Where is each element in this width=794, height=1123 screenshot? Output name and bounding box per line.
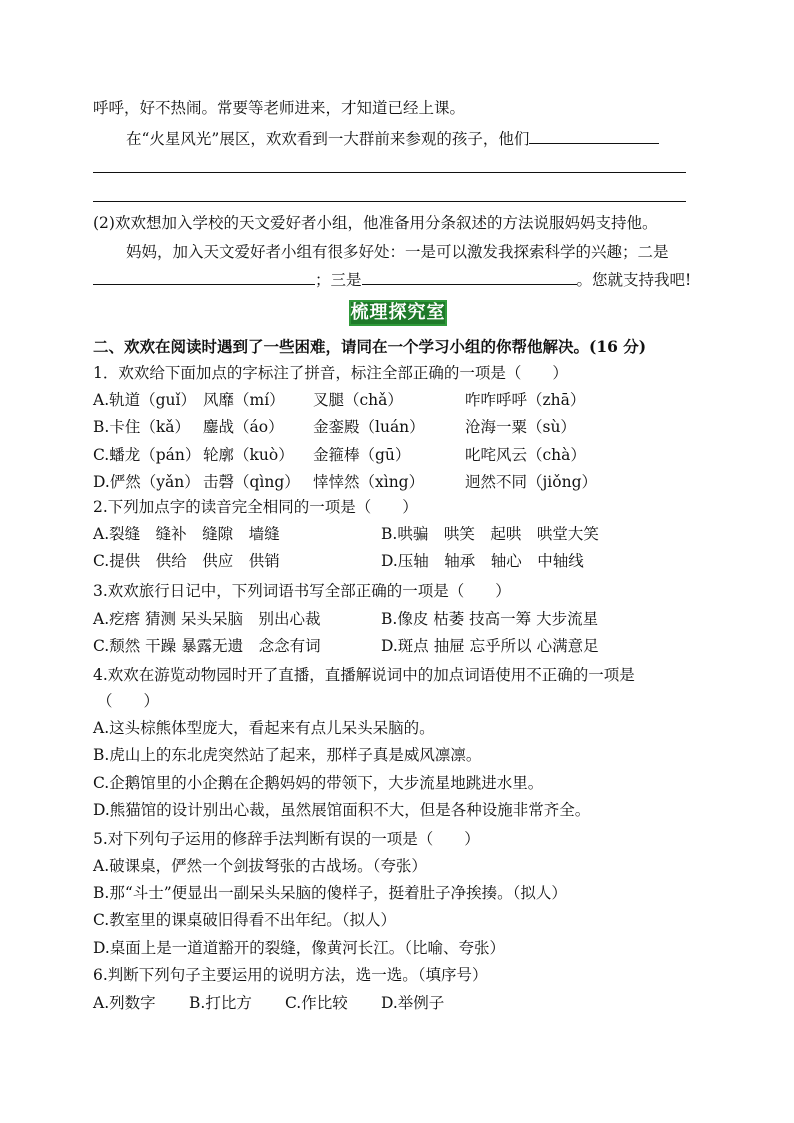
section-heading: 二、欢欢在阅读时遇到了一些困难，请同在一个学习小组的你帮他解决。(16 分)	[93, 337, 647, 356]
continued-text-line: 呼呼，好不热闹。常要等老师进来，才知道已经上课。	[93, 99, 466, 117]
mars-exhibit-line: 在“火星风光”展区，欢欢看到一大群前来参观的孩子，他们	[126, 128, 659, 150]
q1-option-a[interactable]: A.轨道（guǐ） 风靡（mí） 叉腿（chǎ） 咋咋呼呼（zhā）	[93, 391, 586, 409]
q6-option-b[interactable]: B.打比方	[189, 994, 252, 1012]
q1-option-d[interactable]: D.俨然（yǎn） 击磬（qìng） 悻悻然（xìng） 迥然不同（jiǒng）	[93, 473, 598, 491]
answer-line[interactable]	[93, 201, 686, 202]
q1-option-c[interactable]: C.蟠龙（pán） 轮廓（kuò） 金箍棒（gū） 叱咤风云（chà）	[93, 446, 586, 464]
q2-line1: 妈妈，加入天文爱好者小组有很多好处：一是可以激发我探索科学的兴趣；二是	[126, 243, 669, 261]
q4-answer-paren[interactable]: （ ）	[97, 692, 160, 710]
q3-row-ab[interactable]: A.疙瘩 猜测 呆头呆脑 别出心裁 B.像皮 枯萎 技高一筹 大步流星	[93, 610, 599, 628]
q6-option-c[interactable]: C.作比较	[285, 994, 348, 1012]
q5-stem: 5.对下列句子运用的修辞手法判断有误的一项是（ ）	[93, 830, 480, 848]
answer-line[interactable]	[93, 172, 686, 173]
q6-options	[93, 992, 444, 1014]
q4-option-a[interactable]: A.这头棕熊体型庞大，看起来有点儿呆头呆脑的。	[93, 719, 435, 737]
q3-row-cd[interactable]: C.颓然 干躁 暴露无遗 念念有词 D.斑点 抽屉 忘乎所以 心满意足	[93, 637, 599, 655]
q6-option-a[interactable]: A.列数字	[93, 994, 156, 1012]
q1-option-b[interactable]: B.卡住（kǎ） 鏖战（áo） 金銮殿（luán） 沧海一粟（sù）	[93, 418, 576, 436]
q3-stem: 3.欢欢旅行日记中，下列词语书写全部正确的一项是（ ）	[93, 582, 511, 600]
answer-blank[interactable]	[529, 128, 659, 144]
q5-option-a[interactable]: A.破课桌，俨然一个剑拔弩张的古战场。（夸张）	[93, 857, 427, 875]
q4-option-b[interactable]: B.虎山上的东北虎突然站了起来，那样子真是威风凛凛。	[93, 746, 482, 764]
q5-option-b[interactable]: B.那“斗士”便显出一副呆头呆脑的傻样子，挺着肚子净挨揍。（拟人）	[93, 884, 567, 902]
q6-option-d[interactable]: D.举例子	[381, 994, 445, 1012]
q5-option-d[interactable]: D.桌面上是一道道豁开的裂缝，像黄河长江。（比喻、夸张）	[93, 939, 506, 957]
q4-option-c[interactable]: C.企鹅馆里的小企鹅在企鹅妈妈的带领下，大步流星地跳进水里。	[93, 774, 544, 792]
q4-option-d[interactable]: D.熊猫馆的设计别出心裁，虽然展馆面积不大，但是各种设施非常齐全。	[93, 801, 591, 819]
q1-stem: 1．欢欢给下面加点的字标注了拼音，标注全部正确的一项是（ ）	[93, 364, 568, 382]
q2b-stem: 2.下列加点字的读音完全相同的一项是（ ）	[93, 498, 418, 516]
section-title-badge: 梳理探究室	[349, 300, 447, 326]
q2b-row-cd[interactable]: C.提供 供给 供应 供销 D.压轴 轴承 轴心 中轴线	[93, 552, 584, 570]
answer-blank-three[interactable]	[362, 269, 577, 285]
answer-blank-two[interactable]	[93, 269, 315, 285]
q6-stem: 6.判断下列句子主要运用的说明方法，选一选。（填序号）	[93, 966, 488, 984]
q2-line2: ；三是 。您就支持我吧!	[93, 269, 691, 291]
q2b-row-ab[interactable]: A.裂缝 缝补 缝隙 墙缝 B.哄骗 哄笑 起哄 哄堂大笑	[93, 525, 599, 543]
q5-option-c[interactable]: C.教室里的课桌破旧得看不出年纪。（拟人）	[93, 911, 396, 929]
q4-stem: 4.欢欢在游览动物园时开了直播，直播解说词中的加点词语使用不正确的一项是	[93, 666, 635, 684]
q2-prompt: (2)欢欢想加入学校的天文爱好者小组，他准备用分条叙述的方法说服妈妈支持他。	[93, 214, 658, 232]
